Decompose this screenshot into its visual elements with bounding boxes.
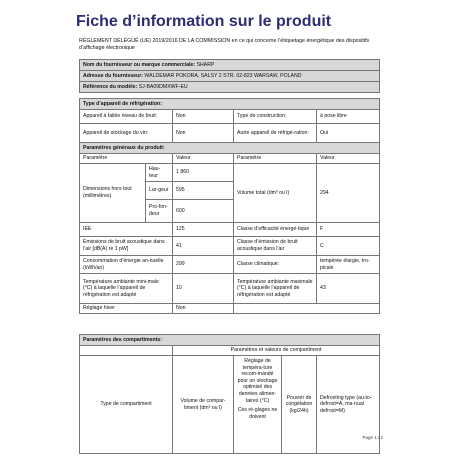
min-temperature-label: Température ambiante mini-male (°C) à laquelle l’appareil de réfrigération est adapté: [80, 274, 173, 304]
min-temperature-value: 10: [173, 274, 234, 304]
defrosting-type-label: Defrosting type (au-to-defrost=A, ma-nual defrost=M): [317, 356, 380, 454]
regulation-text: RÈGLEMENT DÉLÉGUÉ (UE) 2019/2016 DE LA COMMISSION en ce qui concerne l’étiquetage énergétique des dispositifs d’affichage électronique: [79, 38, 370, 51]
climate-class-value: tempérée élargie, tro-picale: [317, 256, 380, 274]
supplier-address-label: Adresse du fournisseur:: [83, 72, 143, 79]
total-volume-label: Volume total (dm³ ou l): [234, 164, 317, 223]
supplier-name-value: SHARP: [196, 61, 215, 68]
other-appliance-value: Oui: [317, 124, 380, 143]
depth-value: 600: [173, 200, 234, 223]
noise-class-value: C: [317, 237, 380, 256]
max-temperature-value: 43: [317, 274, 380, 304]
max-temperature-label: Température ambiante maximale (°C) à laquelle l’appareil de réfrigération est adapté: [234, 274, 317, 304]
noise-emission-label: Émissions de bruit acoustique dans l’air [dB(A) re 1 pW]: [80, 237, 173, 256]
column-header-parameter-2: Paramètre: [234, 154, 317, 164]
construction-type-value: à pose libre: [317, 110, 380, 124]
width-label: Lar-geur: [146, 182, 173, 200]
supplier-table: [79, 59, 380, 93]
compartments-header: Paramètres des compartiments:: [80, 335, 380, 346]
supplier-name-row: [80, 60, 380, 71]
other-appliance-label: Autre appareil de réfrigé-ration:: [234, 124, 317, 143]
general-parameters-header: Paramètres généraux du produit:: [80, 143, 380, 154]
supplier-address-value: WALDEMAR POKORA, SALSY 2 STR. 02-823 WARSAW, POLAND: [144, 72, 302, 79]
noise-emission-value: 41: [173, 237, 234, 256]
model-reference-row: [80, 82, 380, 93]
iee-value: 125: [173, 223, 234, 237]
energy-class-value: F: [317, 223, 380, 237]
iee-label: IEE: [80, 223, 173, 237]
energy-class-label: Classe d’efficacité énergé-tique: [234, 223, 317, 237]
parameters-table: [79, 98, 380, 314]
height-value: 1 860: [173, 164, 234, 182]
temperature-setting-label: Réglage de tempéra-ture recom-mandé pour un stockage optimisé des denrées alimen-taires (°C): [237, 358, 278, 404]
page-title: Fiche d’information sur le produit: [76, 13, 332, 30]
compartment-type-label: Type de compartiment: [80, 356, 173, 454]
compartment-volume-label: Volume de compar-timent (dm³ ou l): [173, 356, 234, 454]
supplier-name-label: Nom du fournisseur ou marque commerciale:: [83, 61, 196, 68]
depth-label: Pro-fon-deur: [146, 200, 173, 223]
winter-setting-value: Non: [173, 304, 234, 314]
page-number: Page 1 / 2: [362, 435, 383, 440]
empty-cell: [234, 304, 380, 314]
low-noise-value: Non: [173, 110, 234, 124]
height-label: Hau-teur: [146, 164, 173, 182]
winter-setting-label: Réglage hiver: [80, 304, 173, 314]
climate-class-label: Classe climatique:: [234, 256, 317, 274]
column-header-value-2: Valeur: [317, 154, 380, 164]
wine-storage-label: Appareil de stockage du vin:: [80, 124, 173, 143]
temperature-setting-note: Ces ré-glages ne doivent: [237, 407, 278, 420]
width-value: 595: [173, 182, 234, 200]
model-reference-value: SJ-BA09DMXWF-EU: [138, 83, 188, 90]
compartments-table: [79, 334, 380, 454]
energy-consumption-label: Consommation d’énergie an-nuelle (kWh/an): [80, 256, 173, 274]
dimensions-label: Dimensions hors tout (millimètres): [80, 164, 146, 223]
column-header-parameter: Paramètre: [80, 154, 173, 164]
wine-storage-value: Non: [173, 124, 234, 143]
freezing-capacity-label: Pouvoir de congélation (kg/24h): [282, 356, 317, 454]
noise-class-label: Classe d’émission de bruit acoustique dans l’air: [234, 237, 317, 256]
compartment-values-header: Paramètres et valeurs de compartiment: [173, 346, 380, 356]
empty-cell: [80, 346, 173, 356]
appliance-type-header: Type d’appareil de réfrigération:: [80, 99, 380, 110]
total-volume-value: 294: [317, 164, 380, 223]
column-header-value: Valeur: [173, 154, 234, 164]
temperature-setting-cell: [234, 356, 282, 454]
supplier-address-row: [80, 71, 380, 82]
model-reference-label: Référence du modèle:: [83, 83, 138, 90]
low-noise-label: Appareil à faible niveau de bruit:: [80, 110, 173, 124]
construction-type-label: Type de construction:: [234, 110, 317, 124]
energy-consumption-value: 299: [173, 256, 234, 274]
